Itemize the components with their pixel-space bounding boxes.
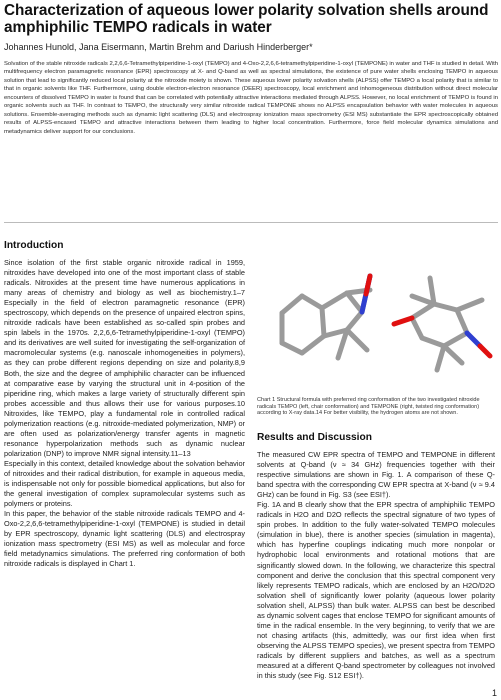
chart-1-caption: Chart 1 Structural formula with preferred ring conformation of the two investigated nitroxide radicals TEMPO (left, chair conformation) and TEMPONE (right, twisted ring conformation) according to X-ray data.14 For better visibility, the hydrogen atoms are not shown. — [257, 397, 480, 417]
introduction-column — [4, 240, 245, 569]
chart-1-molecules — [262, 238, 494, 388]
tempo-molecule — [282, 276, 370, 358]
results-paragraph-1: The measured CW EPR spectra of TEMPO and TEMPONE in different solvents at Q-band (ν ≈ 34 GHz) frequencies together with their respective simulations are shown in Fig. 1. A comparison of these Q-band spectra with the corresponding CW EPR spectra at X-band (ν ≈ 9.4 GHz) can be found in Fig. S3 (see ESI†). — [257, 450, 495, 500]
author-list: Johannes Hunold, Jana Eisermann, Martin Brehm and Dariush Hinderberger* — [4, 42, 313, 52]
introduction-heading: Introduction — [4, 240, 64, 251]
results-paragraph-2: Fig. 1A and B clearly show that the EPR spectra of amphiphilic TEMPO radicals in H2O and D2O reflects the spectral signature of two types of spin probes. In addition to the fully water-solvated TEMPO molecules (simulation in blue), there is another species (simulation in magenta), which has hyperfine couplings indicating much more nonpolar or hydrophobic local environments and rotational motions that are significantly slowed down. In the following, we characterize this spectral component and derive the conclusion that this spectral component very likely represents TEMPO radicals, which are enclosed by an H2O/D2O solvation shell of significantly lower polarity (aqueous lower polarity solvation shell, ALPSS) than bulk water. ALPSS can best be described as dynamic solvent cages that enclose TEMPO for significant amounts of time in the radical ensemble. In the very beginning, to verify that we are not chasing artifacts (this, admittedly, was our first idea when first observing the ALPSS TEMPO species), we present spectra from TEMPO radicals by different suppliers and batches, as well as a spectrum measured at a different Q-band spectrometer by colleagues not involved in this study (see Fig. S12 ESI†). — [257, 500, 495, 681]
abstract: Solvation of the stable nitroxide radicals 2,2,6,6-Tetramethylpiperidine-1-oxyl (TEMPO) and 4-Oxo-2,2,6,6-tetramethylpiperidine-1-oxyl (TEMPONE) in water and THF is studied in detail. With multifrequency electron paramagnetic resonance (EPR) spectroscopy at X- and Q-band as well as spectral simulations, the existence of pure water shells enclosing TEMPO in aqueous solution that lead to significantly reduced local polarity at the nitroxide moiety is shown. These aqueous lower polarity solvation shells (ALPSS) offer TEMPO a local polarity that is similar to that in organic solvents like THF. Furthermore, using double electron-electron resonance (DEER) spectroscopy, local enrichment and inhomogeneous distribution without direct molecular encounters of dissolved TEMPO in water is found that can be correlated with potentially attractive interactions mediated through ALPSS. However, no local enrichment of TEMPO is found in organic solvents such as THF. In contrast to TEMPO, the structurally very similar nitroxide radical TEMPONE shows no ALPSS encapsulation behavior with water molecules in aqueous solutions. Ensemble-averaging methods such as dynamic light scattering (DLS) and electrospray ionization mass spectrometry (ESI MS) substantiate the EPR spectroscopically obtained results of ALPSS-encased TEMPO and attractive interactions between them leading to higher local concentration. Furthermore, force field molecular dynamics simulations and metadynamics deliver support for our conclusions. — [4, 61, 498, 135]
results-heading: Results and Discussion — [257, 432, 372, 443]
intro-paragraph-1: Since isolation of the first stable organic nitroxide radical in 1959, nitroxides have developed into one of the most important class of stable radicals. Nitroxides at the present time have numerous applications in many areas of chemistry and biology as well as biochemistry.1–7 Especially in the field of electron paramagnetic resonance (EPR) spectroscopy, which depends on the presence of unpaired electron spins, nitroxide radicals have been established as so-called spin probes and spin labels in the 1970s. 2,2,6,6-Tetramethylpiperidine-1-oxyl (TEMPO) and its derivatives are well suited for investigating the self-organization of macromolecular systems (e.g. nanoscale inhomogeneities in polymers), as they can probe different regions depending on size and polarity.8,9 Both, the size and the degree of amphiphilic character can be influenced at comparative ease by varying the structural unit in 4-position of the piperidine ring, which makes a large variety of structurally different spin probes accessible and thus allows their use for various purposes.10 Nitroxides, like TEMPO, play a fundamental role in controlled radical polymerization reactions (e.g. nitroxide-mediated polymerization, NMP) or are often used as polarization/energy transfer agents in magnetic resonance hyperpolarization methods such as dynamic nuclear polarization (DNP) to improve NMR signal intensity.11–13 — [4, 258, 245, 458]
paper-title: Characterization of aqueous lower polarity solvation shells around amphiphilic TEMPO radicals in water — [4, 2, 489, 36]
intro-paragraph-2: Especially in this context, detailed knowledge about the solvation behavior of nitroxides and their radical distribution, for example in aqueous media, is indispensable not only for possible biomedical applications, but also for the general investigation of complex supramolecular systems such as polymers or proteins. — [4, 458, 245, 509]
section-divider — [4, 222, 498, 223]
intro-paragraph-3: In this paper, the behavior of the stable nitroxide radicals TEMPO and 4-Oxo-2,2,6,6-tetramethylpiperidine-1-oxyl (TEMPONE) is studied in detail by EPR spectroscopy, dynamic light scattering (DLS) and electrospray ionization mass spectrometry (ESI MS) as well as molecular and force field metadynamics simulations. The preferred ring conformation of both nitroxide radicals is displayed in Chart 1. — [4, 509, 245, 569]
results-column — [257, 432, 495, 681]
page-number: 1 — [491, 688, 497, 698]
tempo-heteroatoms — [362, 276, 370, 312]
tempone-molecule — [412, 278, 482, 370]
